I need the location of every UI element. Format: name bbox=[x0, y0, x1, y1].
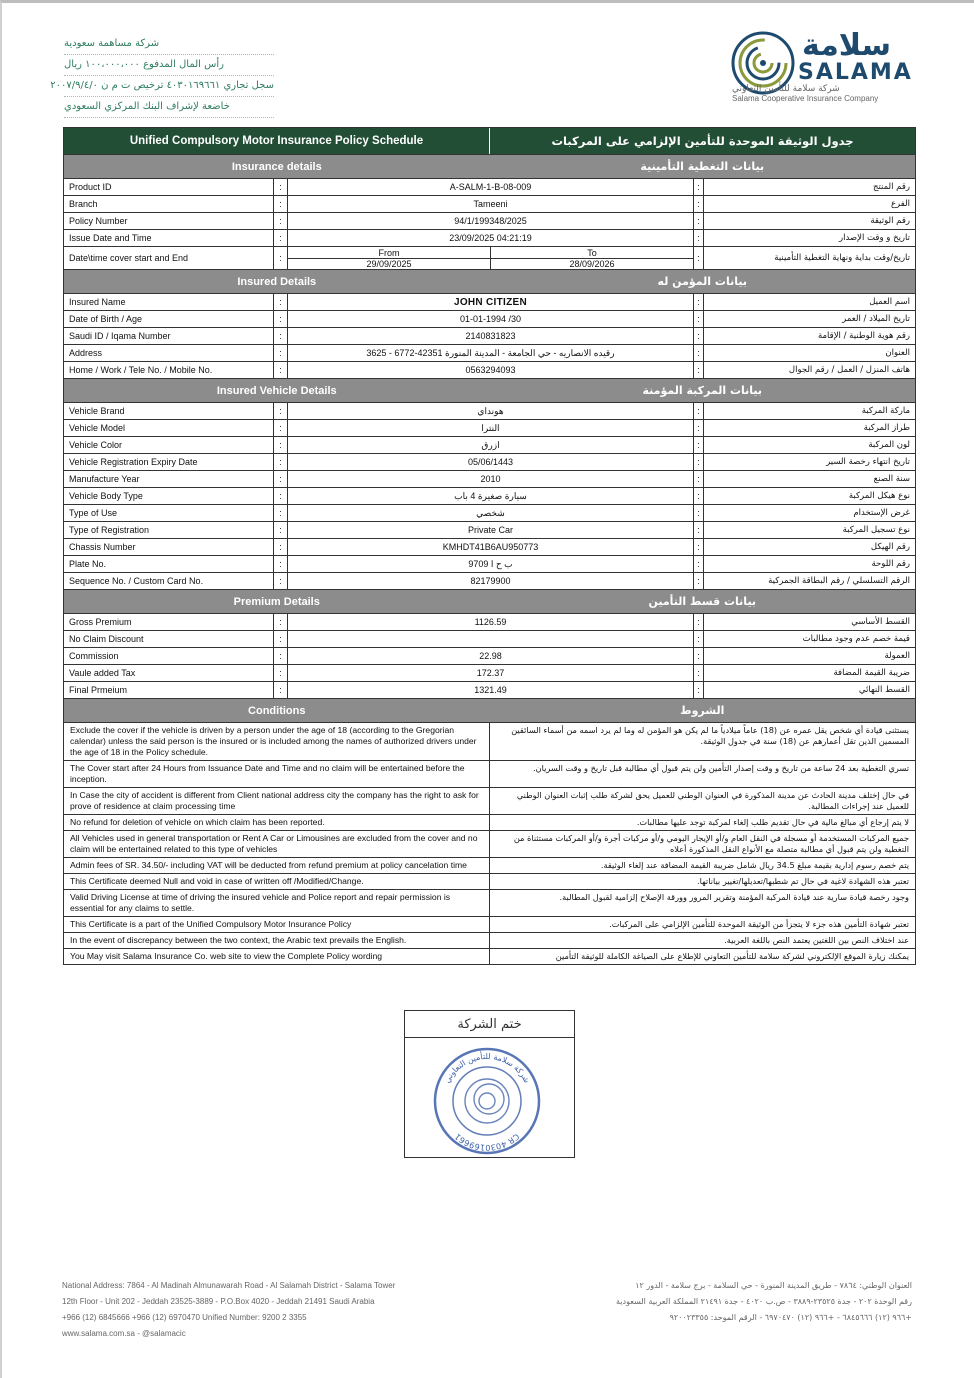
row-label-ar: رقم الوثيقة bbox=[870, 216, 910, 226]
condition-text-ar: لا يتم إرجاع أي مبالغ مالية في حال تقديم طلب إلغاء لمركبة توجد عليها مطالبات. bbox=[636, 817, 909, 827]
condition-text-ar: تعتبر شهادة التأمين هذه جزء لا يتجزأ من الوثيقة الموحدة للتأمين الإلزامي على المركبات. bbox=[609, 919, 909, 929]
table-row bbox=[64, 613, 915, 630]
condition-row bbox=[64, 948, 915, 964]
salama-logo bbox=[728, 30, 924, 106]
row-label-ar: نوع هيكل المركبة bbox=[848, 491, 910, 501]
section-title-ar: بيانات قسط التأمين bbox=[648, 595, 757, 608]
colon-separator: : bbox=[274, 573, 288, 589]
condition-text-ar: يمكنك زيارة الموقع الإلكتروني لشركة سلامة للتأمين التعاوني للإطلاع على الصياغة الكاملة للوثيقة التأمين bbox=[555, 951, 909, 961]
row-label-en: Insured Name bbox=[64, 294, 274, 310]
colon-separator: : bbox=[694, 573, 704, 589]
section-title-en: Insurance details bbox=[231, 160, 322, 173]
company-seal-icon bbox=[427, 1041, 547, 1156]
cover-end bbox=[491, 247, 693, 269]
row-value: 05/06/1443 bbox=[288, 454, 694, 470]
condition-text-en: Exclude the cover if the vehicle is driven by a person under the age of 18 (according to the Gregorian calendar) unless the said person is the insured or is included among the names of authorized drivers under the age of 18 in the Policy schedule. bbox=[64, 723, 490, 760]
row-value: ازرق bbox=[288, 437, 694, 453]
section-title-en: Premium Details bbox=[233, 595, 320, 608]
colon-separator: : bbox=[274, 294, 288, 310]
colon-separator: : bbox=[694, 362, 704, 378]
footer-line: National Address: 7864 - Al Madinah Almunawarah Road - Al Salamah District - Salama Tower bbox=[62, 1281, 396, 1290]
table-row bbox=[64, 681, 915, 698]
condition-text-en: This Certificate deemed Null and void in case of written off /Modified/Change. bbox=[64, 874, 490, 889]
table-row bbox=[64, 436, 915, 453]
colon-separator: : bbox=[694, 522, 704, 538]
colon-separator: : bbox=[274, 488, 288, 504]
stamp-title: ختم الشركة bbox=[405, 1011, 574, 1038]
colon-separator: : bbox=[274, 403, 288, 419]
row-label-en: Vehicle Color bbox=[64, 437, 274, 453]
condition-text-en: The Cover start after 24 Hours from Issuance Date and Time and no claim will be entertained before the inception. bbox=[64, 761, 490, 787]
insurance-rows bbox=[64, 178, 915, 246]
table-row bbox=[64, 664, 915, 681]
condition-text-en: Valid Driving License at time of driving the insured vehicle and Police report and repair permission is essential for any claims to settle. bbox=[64, 890, 490, 916]
footer-arabic-address bbox=[552, 1278, 912, 1326]
row-value: Tameeni bbox=[288, 196, 694, 212]
company-info-line: رأس المال المدفوع ١٠٠،٠٠٠،٠٠٠ ريال bbox=[64, 55, 274, 76]
row-label-ar: هاتف المنزل / العمل / رقم الجوال bbox=[788, 365, 910, 375]
colon-separator: : bbox=[694, 230, 704, 246]
row-value: 172.37 bbox=[288, 665, 694, 681]
table-row bbox=[64, 647, 915, 664]
cover-from-date: 29/09/2025 bbox=[366, 258, 412, 269]
row-label-en: Plate No. bbox=[64, 556, 274, 572]
footer-line: +966 (12) 6845666 +966 (12) 6970470 Unified Number: 9200 2 3355 bbox=[62, 1313, 307, 1322]
document-title-bar bbox=[64, 128, 915, 154]
table-row bbox=[64, 419, 915, 436]
colon-separator: : bbox=[274, 362, 288, 378]
condition-row bbox=[64, 857, 915, 873]
row-label-en: Vehicle Model bbox=[64, 420, 274, 436]
colon-separator: : bbox=[694, 631, 704, 647]
section-header-insured bbox=[64, 269, 915, 293]
row-value: Private Car bbox=[288, 522, 694, 538]
condition-text-ar: في حال إختلف مدينة الحادث عن مدينة المذكورة في العنوان الوطني للعميل يحق لشركة طلب إثبات العنوان الوطني للعميل عند إجراءات المطالبة. bbox=[516, 790, 909, 811]
row-value: 2010 bbox=[288, 471, 694, 487]
seal-cr-text: CR 4030169661 bbox=[453, 1131, 521, 1153]
condition-row bbox=[64, 932, 915, 948]
section-title-ar: بيانات المؤمن له bbox=[657, 275, 747, 288]
footer bbox=[62, 1278, 912, 1336]
condition-row bbox=[64, 760, 915, 787]
logo-arabic-subtitle: شركة سلامة للتأمين التعاوني bbox=[732, 84, 840, 94]
colon-separator: : bbox=[694, 437, 704, 453]
condition-row bbox=[64, 722, 915, 760]
row-value: 1321.49 bbox=[288, 682, 694, 698]
row-value: 9709 ب ح ا bbox=[288, 556, 694, 572]
section-header-conditions bbox=[64, 698, 915, 722]
section-header-insurance bbox=[64, 154, 915, 178]
section-title-ar: بيانات المركبة المؤمنة bbox=[642, 384, 763, 397]
colon-separator: : bbox=[274, 682, 288, 698]
colon-separator: : bbox=[274, 345, 288, 361]
insured-rows bbox=[64, 293, 915, 378]
row-label-ar: الفرع bbox=[890, 199, 910, 209]
row-value: 0563294093 bbox=[288, 362, 694, 378]
condition-text-en: All Vehicles used in general transportation or Rent A Car or Limousines are excluded from the cover and no claim will be entertained related to this type of vehicles bbox=[64, 831, 490, 857]
colon-separator: : bbox=[274, 437, 288, 453]
table-row bbox=[64, 344, 915, 361]
row-label-ar: رقم اللوحة bbox=[871, 559, 910, 569]
colon-separator: : bbox=[694, 196, 704, 212]
row-label-ar: ماركة المركبة bbox=[861, 406, 910, 416]
row-label-ar: تاريخ/وقت بداية ونهاية التغطية التأمينية bbox=[774, 253, 910, 263]
row-label-ar: العنوان bbox=[885, 348, 910, 358]
condition-row bbox=[64, 916, 915, 932]
row-label-en: Address bbox=[64, 345, 274, 361]
footer-english-address bbox=[62, 1278, 422, 1342]
colon-separator: : bbox=[274, 631, 288, 647]
row-value: 1126.59 bbox=[288, 614, 694, 630]
row-value: 01-01-1994 /30 bbox=[288, 311, 694, 327]
table-row bbox=[64, 555, 915, 572]
document-title-en: Unified Compulsory Motor Insurance Policy Schedule bbox=[64, 128, 490, 154]
colon-separator: : bbox=[274, 471, 288, 487]
colon-separator: : bbox=[274, 556, 288, 572]
row-label-ar: ضريبة القيمة المضافة bbox=[833, 668, 910, 678]
colon-separator: : bbox=[694, 454, 704, 470]
condition-text-en: In the event of discrepancy between the two context, the Arabic text prevails the English. bbox=[64, 933, 490, 948]
colon-separator: : bbox=[694, 648, 704, 664]
colon-separator: : bbox=[274, 648, 288, 664]
colon-separator: : bbox=[274, 539, 288, 555]
row-label-en: Issue Date and Time bbox=[64, 230, 274, 246]
row-label-en: Type of Use bbox=[64, 505, 274, 521]
section-title-en: Conditions bbox=[248, 704, 306, 717]
colon-separator: : bbox=[274, 179, 288, 195]
row-value: هونداي bbox=[288, 403, 694, 419]
colon-separator: : bbox=[274, 311, 288, 327]
row-label-en: Chassis Number bbox=[64, 539, 274, 555]
table-row bbox=[64, 521, 915, 538]
colon-separator: : bbox=[694, 488, 704, 504]
row-value: شخصي bbox=[288, 505, 694, 521]
colon-separator: : bbox=[274, 247, 288, 269]
row-value: 3625 - 6772-42351 رقيده الانصاريه - حي الجامعة - المدينة المنورة bbox=[288, 345, 694, 361]
row-label-en: Gross Premium bbox=[64, 614, 274, 630]
table-row bbox=[64, 470, 915, 487]
table-row bbox=[64, 293, 915, 310]
section-title-en: Insured Details bbox=[237, 275, 317, 288]
table-row bbox=[64, 212, 915, 229]
condition-text-ar: تعتبر هذه الشهادة لاغية في حال تم شطبها/تعديلها/تغيير بياناتها. bbox=[697, 876, 909, 886]
row-label-ar: طراز المركبة bbox=[863, 423, 910, 433]
row-label-ar: تاريخ الميلاد / العمر bbox=[842, 314, 910, 324]
row-label-en: Vehicle Brand bbox=[64, 403, 274, 419]
row-label-en: No Claim Discount bbox=[64, 631, 274, 647]
row-value bbox=[288, 631, 694, 647]
vehicle-rows bbox=[64, 402, 915, 589]
condition-text-ar: وجود رخصة قيادة سارية عند قيادة المركبة المؤمنة وتقرير المرور وورقة الإصلاح إلزامية لقبول المطالبة. bbox=[559, 892, 909, 902]
row-label-ar: العمولة bbox=[884, 651, 910, 661]
footer-line: العنوان الوطني: ٧٨٦٤ - طريق المدينة المنورة - حي السلامة - برج سلامة - الدور ١٢ bbox=[635, 1281, 912, 1290]
colon-separator: : bbox=[274, 522, 288, 538]
condition-row bbox=[64, 787, 915, 814]
cover-start bbox=[288, 247, 491, 269]
company-registration-info bbox=[50, 34, 274, 118]
row-label-ar: الرقم التسلسلي / رقم البطاقة الجمركية bbox=[768, 576, 910, 586]
row-label-en: Manufacture Year bbox=[64, 471, 274, 487]
section-header-premium bbox=[64, 589, 915, 613]
row-label-ar: رقم هوية الوطنية / الإقامة bbox=[817, 331, 910, 341]
table-row bbox=[64, 572, 915, 589]
section-header-vehicle bbox=[64, 378, 915, 402]
row-value: سيارة صغيرة 4 باب bbox=[288, 488, 694, 504]
condition-text-en: In Case the city of accident is different from Client national address city the company has the right to ask for prove of residence at claim processing time bbox=[64, 788, 490, 814]
section-title-ar: الشروط bbox=[680, 704, 725, 717]
condition-text-ar: جميع المركبات المستخدمة أو مسجلة في النقل العام و/أو الإيجار اليومي و/أو مركبات أجرة و/أو المركبات مستثناة من التغطية ولن يتم قبول أي مطالبة متصلة مع الأنواع النقل المذكورة أعلاه bbox=[513, 833, 909, 854]
colon-separator: : bbox=[274, 505, 288, 521]
row-value: KMHDT41B6AU950773 bbox=[288, 539, 694, 555]
row-label-ar: سنة الصنع bbox=[873, 474, 910, 484]
table-row bbox=[64, 178, 915, 195]
document-title-ar: جدول الوثيقة الموحدة للتأمين الإلزامي على المركبات bbox=[551, 134, 854, 148]
logo-english-name: SALAMA bbox=[798, 60, 913, 85]
footer-line: 12th Floor - Unit 202 - Jeddah 23525-3889 - P.O.Box 4020 - Jeddah 21491 Saudi Arabia bbox=[62, 1297, 375, 1306]
row-label-en: Date\time cover start and End bbox=[64, 247, 274, 269]
table-row bbox=[64, 453, 915, 470]
row-label-en: Date of Birth / Age bbox=[64, 311, 274, 327]
condition-text-ar: يستثنى قيادة أي شخص يقل عمره عن (18) عاماً ميلادياً ما لم يكن هو المؤمن له وما لم يرد اسمه من أسماء السائقين المسمين الذين تقل أعمارهم عن (18) سنة في جدول الوثيقة. bbox=[511, 725, 909, 746]
table-row bbox=[64, 402, 915, 419]
section-title-ar: بيانات التغطية التأمينية bbox=[640, 160, 765, 173]
row-label-ar: قيمة خصم عدم وجود مطالبات bbox=[802, 634, 910, 644]
logo-english-subtitle: Salama Cooperative Insurance Company bbox=[732, 94, 879, 103]
row-label-en: Commission bbox=[64, 648, 274, 664]
colon-separator: : bbox=[694, 682, 704, 698]
table-row bbox=[64, 538, 915, 555]
row-label-en: Final Prmeium bbox=[64, 682, 274, 698]
row-label-en: Home / Work / Tele No. / Mobile No. bbox=[64, 362, 274, 378]
colon-separator: : bbox=[694, 345, 704, 361]
seal-arc-text: شركة سلامة للتأمين التعاوني bbox=[442, 1051, 532, 1085]
row-label-en: Saudi ID / Iqama Number bbox=[64, 328, 274, 344]
cover-to-date: 28/09/2026 bbox=[569, 258, 615, 269]
row-label-en: Vehicle Body Type bbox=[64, 488, 274, 504]
colon-separator: : bbox=[694, 614, 704, 630]
row-value: النترا bbox=[288, 420, 694, 436]
condition-row bbox=[64, 814, 915, 830]
condition-text-en: No refund for deletion of vehicle on which claim has been reported. bbox=[64, 815, 490, 830]
table-row bbox=[64, 361, 915, 378]
condition-text-en: This Certificate is a part of the Unified Compulsory Motor Insurance Policy bbox=[64, 917, 490, 932]
row-label-ar: رقم الهيكل bbox=[870, 542, 910, 552]
condition-text-ar: تسري التغطية بعد 24 ساعة من تاريخ و وقت إصدار التأمين ولن يتم قبول أي مطالبة قبل تاريخ و وقت السريان. bbox=[532, 763, 909, 773]
colon-separator: : bbox=[694, 294, 704, 310]
footer-line: www.salama.com.sa - @salamacic bbox=[62, 1329, 186, 1338]
row-label-ar: نوع تسجيل المركبة bbox=[842, 525, 910, 535]
footer-line: +٩٦٦ (١٢) ٦٨٤٥٦٦٦ - +٩٦٦ (١٢) ٦٩٧٠٤٧٠ - الرقم الموحد: ٩٢٠٠٢٣٣٥٥ bbox=[669, 1313, 912, 1322]
cover-to-label: To bbox=[491, 248, 693, 259]
row-label-en: Vaule added Tax bbox=[64, 665, 274, 681]
row-label-ar: غرض الإستخدام bbox=[853, 508, 910, 518]
row-value: 23/09/2025 04:21:19 bbox=[288, 230, 694, 246]
row-value: A-SALM-1-B-08-009 bbox=[288, 179, 694, 195]
condition-text-en: Admin fees of SR. 34.50/- including VAT will be deducted from refund premium at policy cancelation time bbox=[64, 858, 490, 873]
premium-rows bbox=[64, 613, 915, 698]
row-label-ar: تاريخ و وقت الإصدار bbox=[839, 233, 910, 243]
row-label-ar: لون المركبة bbox=[868, 440, 910, 450]
condition-text-en: You May visit Salama Insurance Co. web site to view the Complete Policy wording bbox=[64, 949, 490, 964]
row-label-ar: رقم المنتج bbox=[872, 182, 910, 192]
table-row bbox=[64, 327, 915, 344]
colon-separator: : bbox=[694, 403, 704, 419]
row-label-en: Vehicle Registration Expiry Date bbox=[64, 454, 274, 470]
company-info-line: خاضعة لإشراف البنك المركزي السعودي bbox=[64, 97, 274, 118]
condition-row bbox=[64, 873, 915, 889]
row-label-en: Product ID bbox=[64, 179, 274, 195]
row-value: JOHN CITIZEN bbox=[288, 294, 694, 310]
colon-separator: : bbox=[694, 179, 704, 195]
conditions-rows bbox=[64, 722, 915, 964]
colon-separator: : bbox=[274, 328, 288, 344]
colon-separator: : bbox=[694, 505, 704, 521]
row-value: 94/1/199348/2025 bbox=[288, 213, 694, 229]
row-label-en: Branch bbox=[64, 196, 274, 212]
colon-separator: : bbox=[274, 614, 288, 630]
colon-separator: : bbox=[694, 311, 704, 327]
colon-separator: : bbox=[694, 247, 704, 269]
company-info-line: سجل تجاري ٤٠٣٠١٦٩٦٦١ ترخيص ت م ن ٢٠٠٧/٩/٤/٠ bbox=[64, 76, 274, 97]
table-row bbox=[64, 630, 915, 647]
row-value: 82179900 bbox=[288, 573, 694, 589]
colon-separator: : bbox=[274, 196, 288, 212]
table-row bbox=[64, 487, 915, 504]
cover-from-label: From bbox=[288, 248, 490, 259]
colon-separator: : bbox=[274, 454, 288, 470]
condition-row bbox=[64, 889, 915, 916]
colon-separator: : bbox=[694, 328, 704, 344]
colon-separator: : bbox=[274, 213, 288, 229]
colon-separator: : bbox=[694, 539, 704, 555]
row-value: 2140831823 bbox=[288, 328, 694, 344]
condition-text-ar: يتم خصم رسوم إدارية بقيمة مبلغ 34.5 ريال شامل ضريبة القيمة المضافة عند إلغاء الوثيقة. bbox=[600, 860, 909, 870]
row-label-en: Policy Number bbox=[64, 213, 274, 229]
table-row bbox=[64, 504, 915, 521]
section-title-en: Insured Vehicle Details bbox=[216, 384, 337, 397]
colon-separator: : bbox=[694, 213, 704, 229]
row-label-ar: القسط الأساسي bbox=[851, 617, 910, 627]
cover-period-value bbox=[288, 247, 694, 269]
row-value: 22.98 bbox=[288, 648, 694, 664]
row-label-en: Type of Registration bbox=[64, 522, 274, 538]
company-info-line: شركة مساهمة سعودية bbox=[64, 34, 274, 55]
policy-schedule-table bbox=[63, 127, 916, 965]
condition-text-ar: عند اختلاف النص بين اللغتين يعتمد النص باللغة العربية. bbox=[724, 935, 909, 945]
table-row bbox=[64, 195, 915, 212]
company-stamp-box bbox=[404, 1010, 575, 1158]
row-label-ar: القسط النهائي bbox=[858, 685, 910, 695]
footer-line: رقم الوحدة ٢٠٢ - جدة ٢٣٥٢٥-٣٨٨٩ - ص.ب ٤٠٢٠ - جدة ٢١٤٩١ المملكة العربية السعودية bbox=[616, 1297, 912, 1306]
colon-separator: : bbox=[694, 471, 704, 487]
condition-row bbox=[64, 830, 915, 857]
row-label-ar: اسم العميل bbox=[869, 297, 910, 307]
row-label-en: Sequence No. / Custom Card No. bbox=[64, 573, 274, 589]
table-row bbox=[64, 310, 915, 327]
table-row bbox=[64, 229, 915, 246]
colon-separator: : bbox=[694, 420, 704, 436]
colon-separator: : bbox=[274, 665, 288, 681]
colon-separator: : bbox=[694, 556, 704, 572]
logo-arabic-name: سلامة bbox=[802, 28, 892, 63]
colon-separator: : bbox=[274, 230, 288, 246]
row-label-ar: تاريخ انتهاء رخصة السير bbox=[826, 457, 910, 467]
colon-separator: : bbox=[694, 665, 704, 681]
cover-period-row bbox=[64, 246, 915, 269]
colon-separator: : bbox=[274, 420, 288, 436]
